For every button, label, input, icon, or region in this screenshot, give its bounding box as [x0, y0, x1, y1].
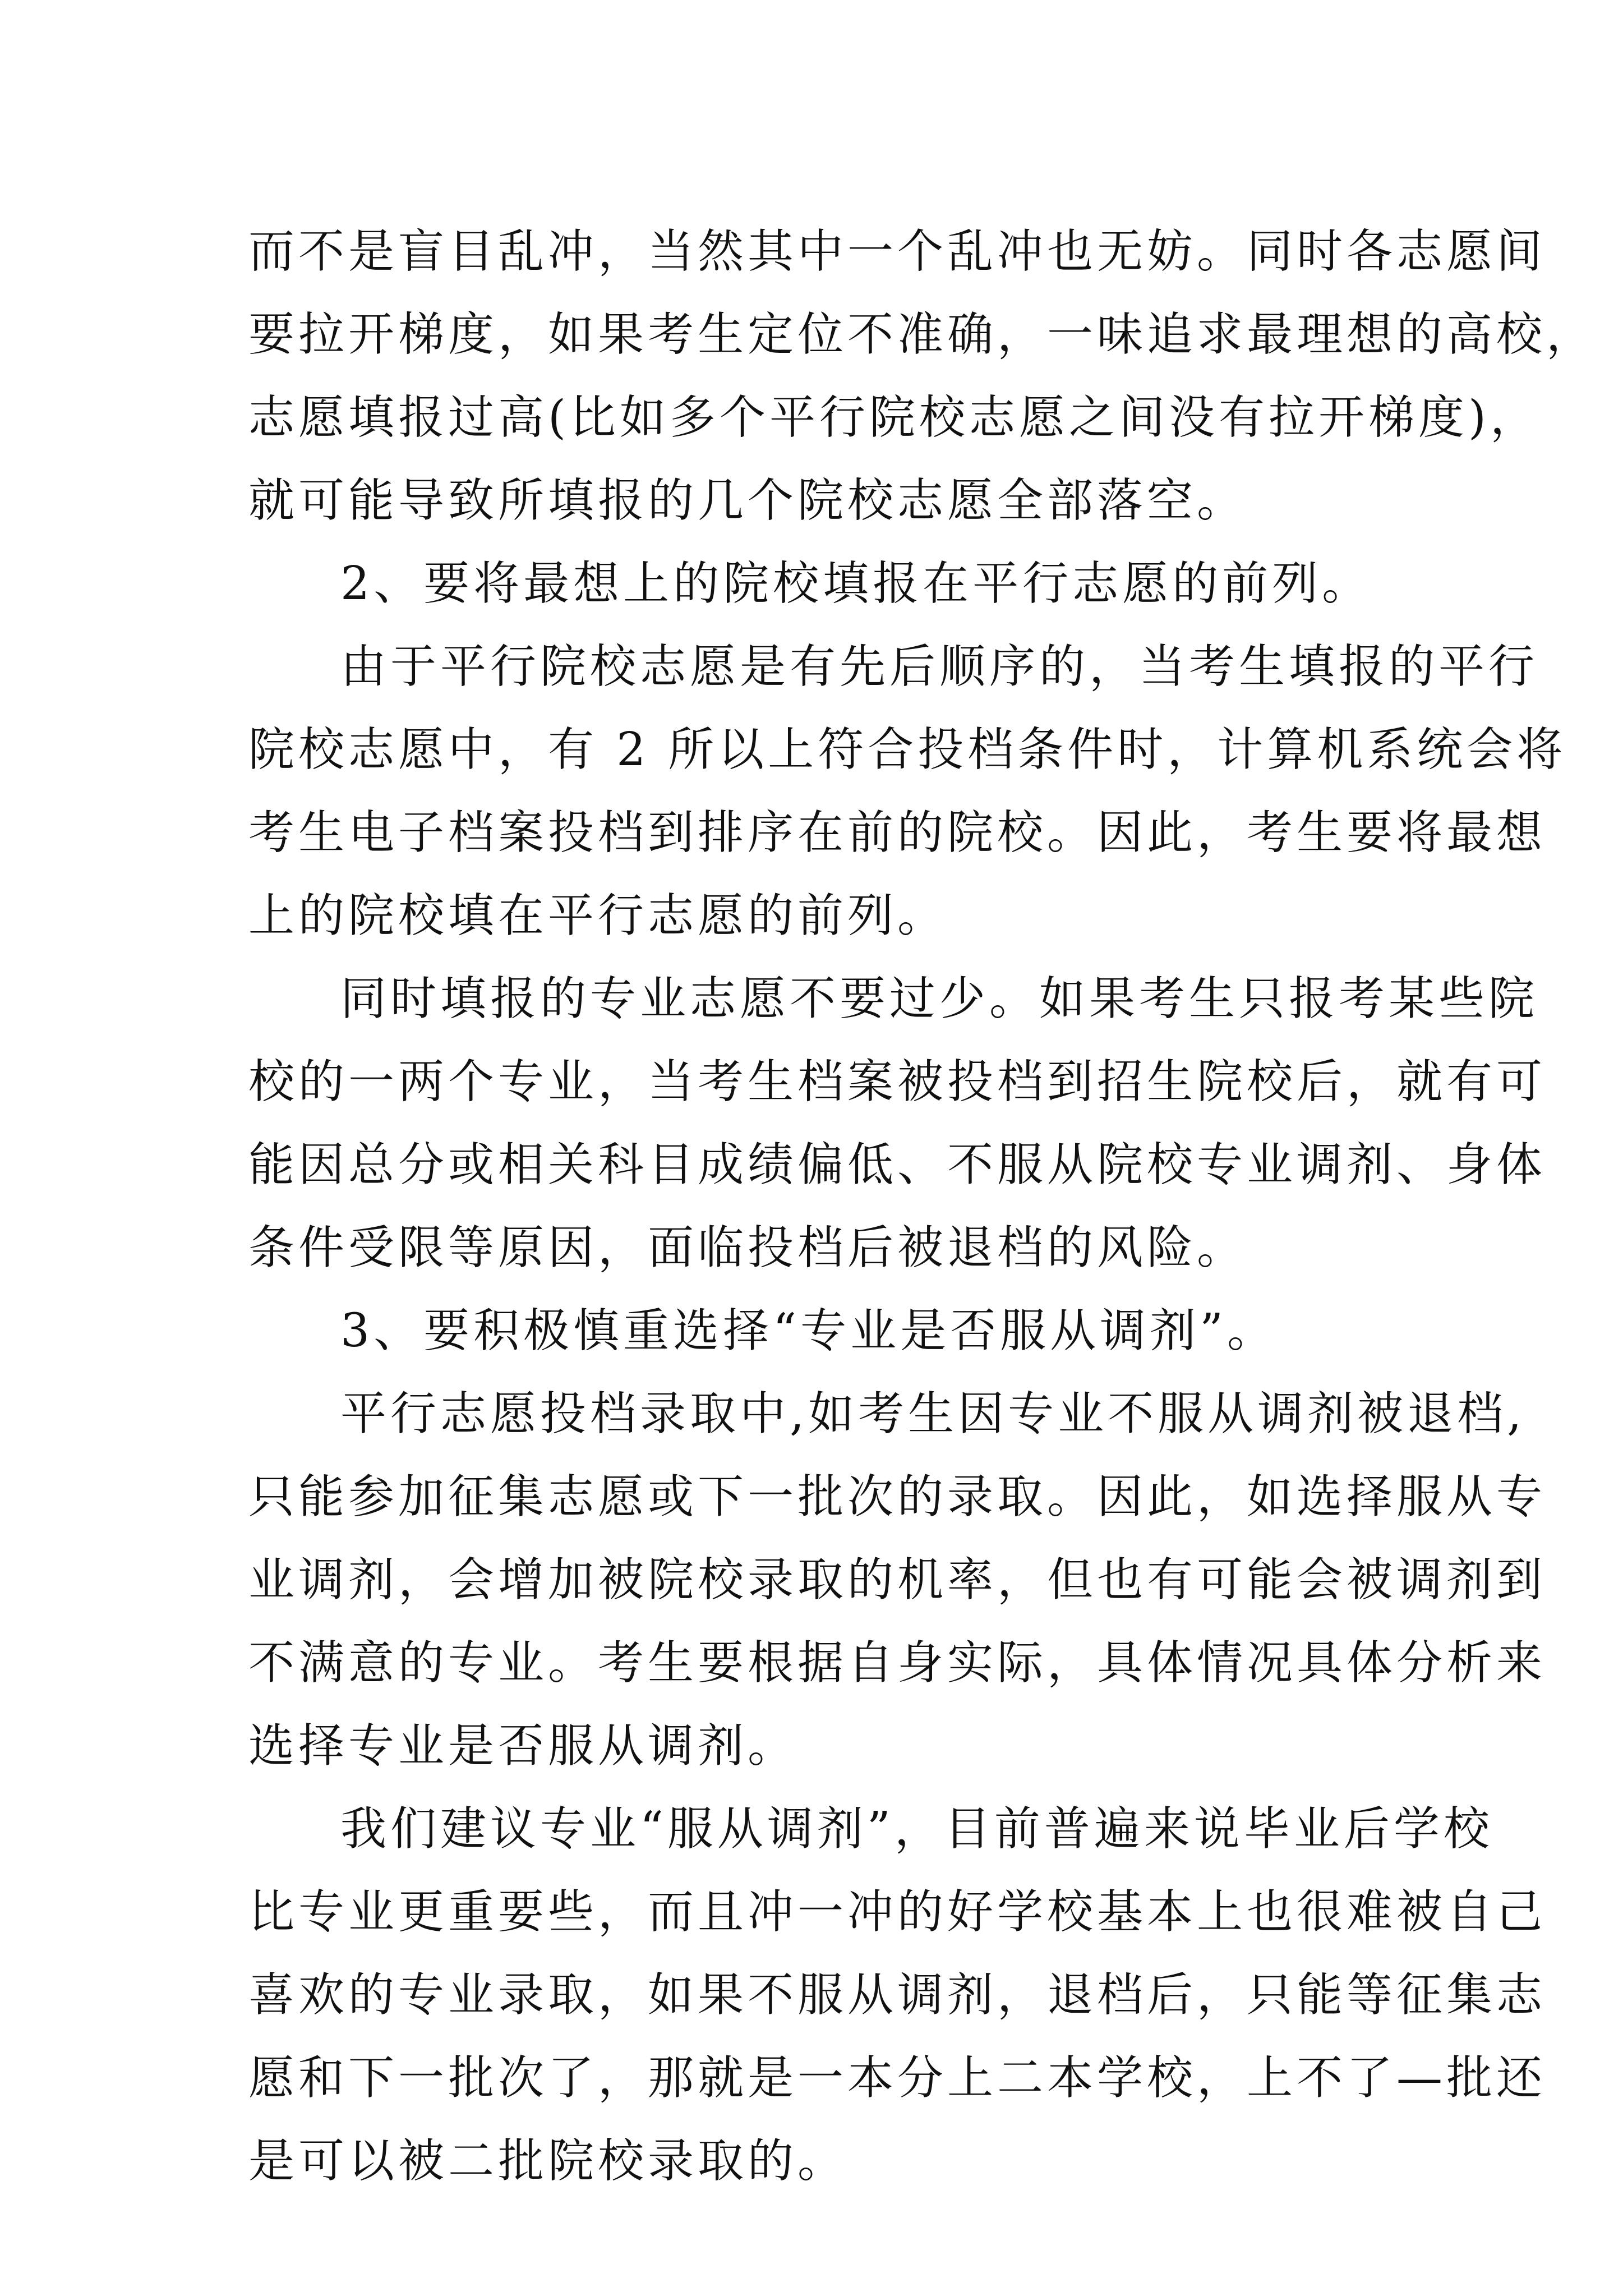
text-line: 平行志愿投档录取中,如考生因专业不服从调剂被退档, [340, 1387, 1526, 1441]
paragraph-continuation [248, 210, 1597, 542]
text-line: 能因总分或相关科目成绩偏低、不服从院校专业调剂、身体 [248, 1138, 1547, 1191]
section-heading-2 [248, 542, 1393, 625]
text-line: 由于平行院校志愿是有先后顺序的，当考生填报的平行 [340, 640, 1539, 693]
paragraph-majors [248, 958, 1547, 1290]
text-line: 校的一两个专业，当考生档案被投档到招生院校后，就有可 [248, 1055, 1547, 1108]
text-line: 上的院校填在平行志愿的前列。 [248, 889, 948, 942]
paragraph-advice [248, 1788, 1547, 2203]
text-line: 考生电子档案投档到排序在前的院校。因此，考生要将最想 [248, 806, 1547, 859]
text-line: 就可能导致所填报的几个院校志愿全部落空。 [248, 474, 1247, 527]
document-body [248, 210, 1597, 2203]
heading-line: 2、要将最想上的院校填报在平行志愿的前列。 [340, 557, 1372, 610]
paragraph-order [248, 625, 1567, 958]
text-line: 不满意的专业。考生要根据自身实际，具体情况具体分析来 [248, 1636, 1547, 1690]
text-line: 而不是盲目乱冲，当然其中一个乱冲也无妨。同时各志愿间 [248, 225, 1547, 278]
text-line: 只能参加征集志愿或下一批次的录取。因此，如选择服从专 [248, 1470, 1547, 1524]
text-line: 是可以被二批院校录取的。 [248, 2134, 848, 2188]
text-line: 要拉开梯度，如果考生定位不准确，一味追求最理想的高校， [248, 308, 1597, 361]
text-line: 条件受限等原因，面临投档后被退档的风险。 [248, 1221, 1247, 1274]
text-line: 愿和下一批次了，那就是一本分上二本学校，上不了—批还 [248, 2051, 1547, 2105]
text-line: 比专业更重要些，而且冲一冲的好学校基本上也很难被自己 [248, 1885, 1547, 1939]
text-line: 业调剂，会增加被院校录取的机率，但也有可能会被调剂到 [248, 1553, 1547, 1607]
text-line: 我们建议专业“服从调剂”，目前普遍来说毕业后学校 [340, 1802, 1493, 1856]
paragraph-adjustment [248, 1373, 1547, 1788]
text-line: 同时填报的专业志愿不要过少。如果考生只报考某些院 [340, 972, 1539, 1025]
text-line: 院校志愿中，有 2 所以上符合投档条件时，计算机系统会将 [248, 723, 1567, 776]
text-line: 喜欢的专业录取，如果不服从调剂，退档后，只能等征集志 [248, 1968, 1547, 2022]
text-line: 志愿填报过高(比如多个平行院校志愿之间没有拉开梯度)， [248, 391, 1540, 444]
text-line: 选择专业是否服从调剂。 [248, 1719, 798, 1773]
heading-line: 3、要积极慎重选择“专业是否服从调剂”。 [340, 1304, 1278, 1358]
section-heading-3 [248, 1290, 1393, 1373]
